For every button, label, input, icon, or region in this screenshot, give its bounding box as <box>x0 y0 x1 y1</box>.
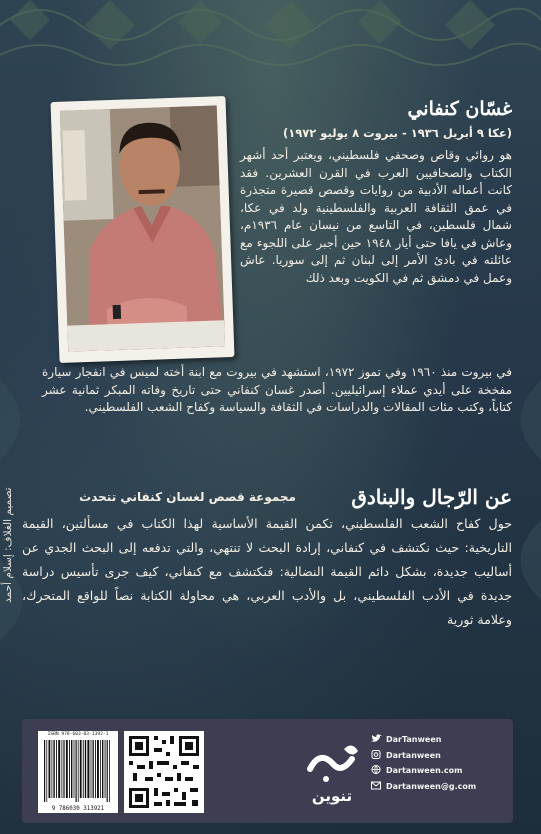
contact-twitter[interactable] <box>371 734 511 750</box>
contact-instagram-text: Dartanween <box>386 750 441 760</box>
barcode-bars <box>38 731 118 813</box>
author-bio-top: هو روائي وقاص وصحفي فلسطيني، ويعتبر أحد أشهر الكتاب والصحافيين العرب في القرن العشرين. فقد كانت أعماله الأدبية من روايات وقصص قصيرة متجذرة في عمق الثقافة العربية والفلسطينية ولد في عكا، شمال فلسطين، في التاسع من نيسان عام ١٩٣٦م، وعاش في يافا حتى أيار ١٩٤٨ حين أجبر على اللجوء مع عائلته في بادئ الأمر إلى لبنان ثم إلى سوريا. عاش وعمل في دمشق ثم في الكويت وبعد ذلك <box>240 148 512 285</box>
contact-instagram[interactable] <box>371 750 511 766</box>
contact-website[interactable] <box>371 765 511 781</box>
email-icon <box>371 781 382 790</box>
author-name: غسّان كنفاني <box>407 98 512 120</box>
twitter-icon <box>371 734 382 743</box>
globe-icon <box>371 765 382 774</box>
author-portrait-image <box>60 105 225 351</box>
author-dates: (عكا ٩ أبريل ١٩٣٦ - بيروت ٨ يوليو ١٩٧٢) <box>282 126 512 140</box>
book-description: حول كفاح الشعب الفلسطيني، تكمن القيمة الأساسية لهذا الكتاب في مسألتين، القيمة التاريخية: حيث نكتشف في كنفاني، إرادة البحث لا تنتهي، والتي تدفعه إلى البحث الجدي عن أساليب جديدة، بشكل دائم القيمة النضالية: فنكتشف مع كنفاني، كيف جرى تأسيس دراسة جديدة في الأدب الفلسطيني، بل والأدب العربي، هي محاولة الكتابة نصاً للواقع المتحرك، وعلامة ثورية <box>22 516 512 627</box>
isbn-label: ISBN 978-603-03-1392-1 <box>47 732 109 737</box>
book-subtitle: مجموعة قصص لغسان كنفاني تتحدث <box>79 490 296 504</box>
publisher-logo-icon <box>292 739 372 787</box>
cover-design-credit: تصميم الغلاف: إسلام أحمد <box>2 487 14 603</box>
qr-code-pattern <box>124 731 204 813</box>
publisher-logo <box>292 739 372 809</box>
publisher-name: تنوين <box>311 787 353 805</box>
book-title: عن الرّجال والبنادق <box>351 485 512 509</box>
author-photo <box>50 96 234 363</box>
qr-code <box>124 731 204 813</box>
instagram-icon <box>371 750 382 759</box>
isbn-barcode <box>38 731 118 813</box>
contact-email[interactable] <box>371 781 511 797</box>
publisher-contacts <box>371 734 511 796</box>
contact-website-text: Dartanween.com <box>386 766 463 775</box>
barcode-number: 9 786030 313921 <box>51 806 105 812</box>
footer-panel <box>22 719 513 823</box>
author-bio-bottom: في بيروت منذ ١٩٦٠ وفي تموز ١٩٧٢، استشهد في بيروت مع ابنة أخته لميس في انفجار سيارة مفخخة على أيدي عملاء إسرائيليين. أصدر غسان كنفاني حتى تاريخ وفاته المبكر ثمانية عشر كتاباً، وكتب مئات المقالات والدراسات في الثقافة والسياسة وكفاح الشعب الفلسطيني. <box>42 365 513 414</box>
contact-twitter-text: DarTanween <box>386 735 442 744</box>
contact-email-text: Dartanween@g.com <box>386 781 477 791</box>
